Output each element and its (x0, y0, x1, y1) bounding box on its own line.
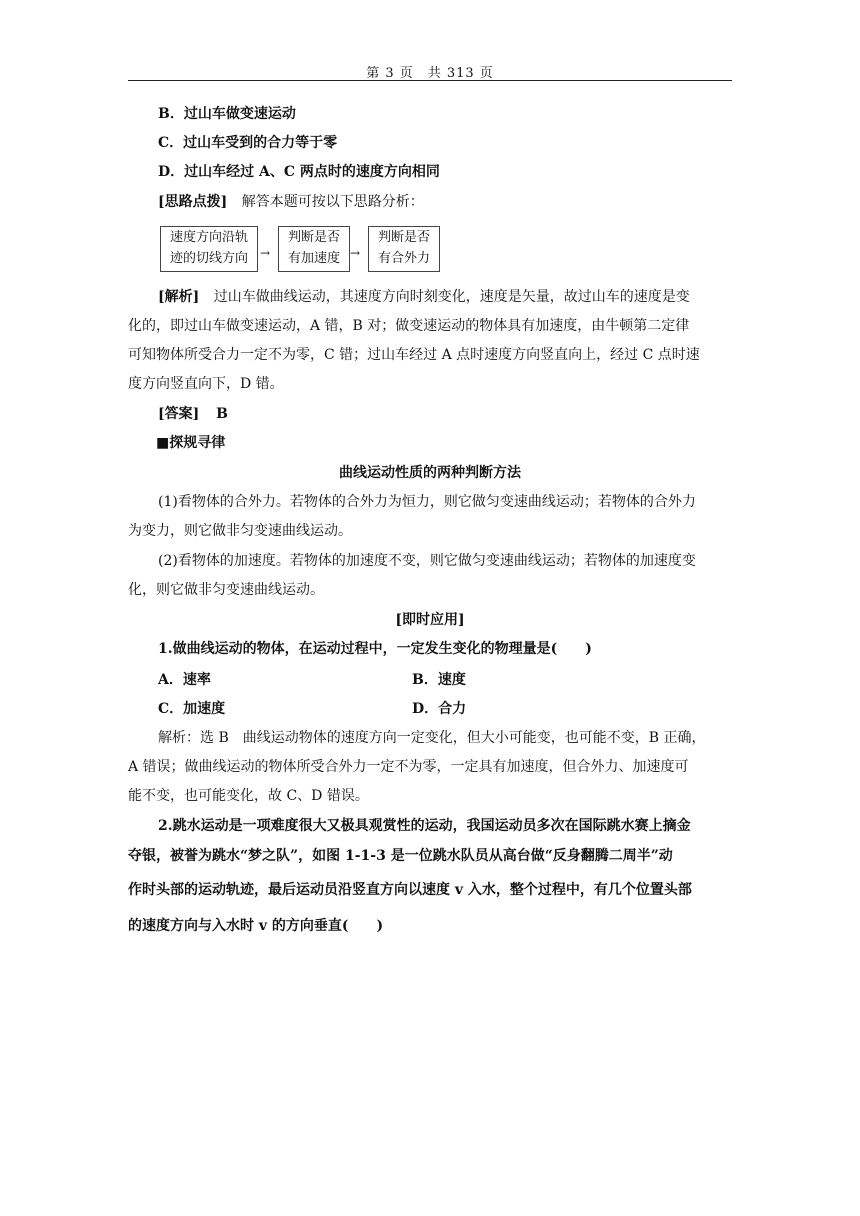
q1-solution-line-3: 能不变，也可能变化，故 C、D 错误。 (128, 788, 369, 804)
flow-box-3-line2: 有合外力 (377, 251, 430, 266)
method-line-1: (1)看物体的合外力。若物体的合外力为恒力，则它做匀变速曲线运动；若物体的合外力 (158, 494, 696, 510)
answer-label: [答案] (158, 406, 200, 422)
q1-option-d: D．合力 (412, 701, 467, 717)
q1-option-a: A．速率 (158, 672, 211, 688)
option-c: C．过山车受到的合力等于零 (158, 135, 338, 151)
analysis-line-3: 可知物体所受合力一定不为零，C 错；过山车经过 A 点时速度方向竖直向上，经过 C 点时速 (128, 347, 700, 363)
flow-box-1-line1: 速度方向沿轨 (169, 230, 248, 245)
analysis-label: [解析] (158, 289, 200, 305)
method-line-3: (2)看物体的加速度。若物体的加速度不变，则它做匀变速曲线运动；若物体的加速度变 (158, 553, 696, 569)
q1-solution-line-2: A 错误；做曲线运动的物体所受合外力一定不为零，一定具有加速度，但合外力、加速度可 (128, 759, 689, 775)
flow-box-1-line2: 迹的切线方向 (169, 251, 248, 266)
rule-section-heading (156, 433, 730, 453)
flow-box-2-line1: 判断是否 (287, 230, 340, 245)
q2-line-2: 夺银，被誉为跳水“梦之队”，如图 1-1-3 是一位跳水队员从高台做“反身翻腾二周半”动 (128, 848, 673, 864)
q2-line-4: 的速度方向与入水时 v 的方向垂直( ) (128, 918, 384, 934)
option-b: B．过山车做变速运动 (158, 106, 296, 122)
hint-line (158, 192, 732, 212)
square-bullet-icon: ■ (156, 435, 170, 451)
flow-box-2-line2: 有加速度 (287, 251, 340, 266)
option-d: D．过山车经过 A、C 两点时的速度方向相同 (158, 164, 440, 180)
q2-line-1: 2.跳水运动是一项难度很大又极具观赏性的运动，我国运动员多次在国际跳水赛上摘金 (158, 818, 691, 834)
q2-line-3: 作时头部的运动轨迹，最后运动员沿竖直方向以速度 v 入水，整个过程中，有几个位置头部 (128, 882, 692, 898)
flow-box-2 (278, 226, 350, 272)
q1-option-c: C．加速度 (158, 701, 226, 717)
rule-section-title: 探规寻律 (169, 435, 226, 451)
page-header: 第 3 页 共 313 页 (366, 66, 494, 81)
method-title: 曲线运动性质的两种判断方法 (339, 465, 521, 481)
analysis-line-2: 化的，即过山车做变速运动，A 错，B 对；做变速运动的物体具有加速度，由牛顿第二定律 (128, 318, 690, 334)
analysis-text-1: 过山车做曲线运动，其速度方向时刻变化，速度是矢量，故过山车的速度是变 (213, 289, 690, 305)
header-rule (128, 80, 732, 81)
flow-box-3-line1: 判断是否 (377, 230, 430, 245)
flow-arrow-2: → (350, 246, 361, 260)
q1-solution-line-1: 解析：选 B 曲线运动物体的速度方向一定变化，但大小可能变，也可能不变，B 正确， (158, 730, 706, 746)
flow-box-3 (368, 226, 440, 272)
flow-arrow-1: → (260, 246, 271, 260)
q1-stem: 1.做曲线运动的物体，在运动过程中，一定发生变化的物理量是( ) (158, 641, 592, 657)
analysis-line-1 (158, 287, 732, 307)
hint-text: 解答本题可按以下思路分析： (241, 194, 424, 210)
method-line-4: 化，则它做非匀变速曲线运动。 (128, 582, 324, 598)
hint-label: [思路点拨] (158, 194, 228, 210)
apply-title: [即时应用] (395, 612, 465, 628)
answer-value: B (216, 406, 228, 422)
flow-box-1 (160, 226, 258, 272)
q1-option-b: B．速度 (412, 672, 466, 688)
method-line-2: 为变力，则它做非匀变速曲线运动。 (128, 523, 352, 539)
analysis-line-4: 度方向竖直向下，D 错。 (128, 376, 284, 392)
answer-line (158, 404, 732, 424)
